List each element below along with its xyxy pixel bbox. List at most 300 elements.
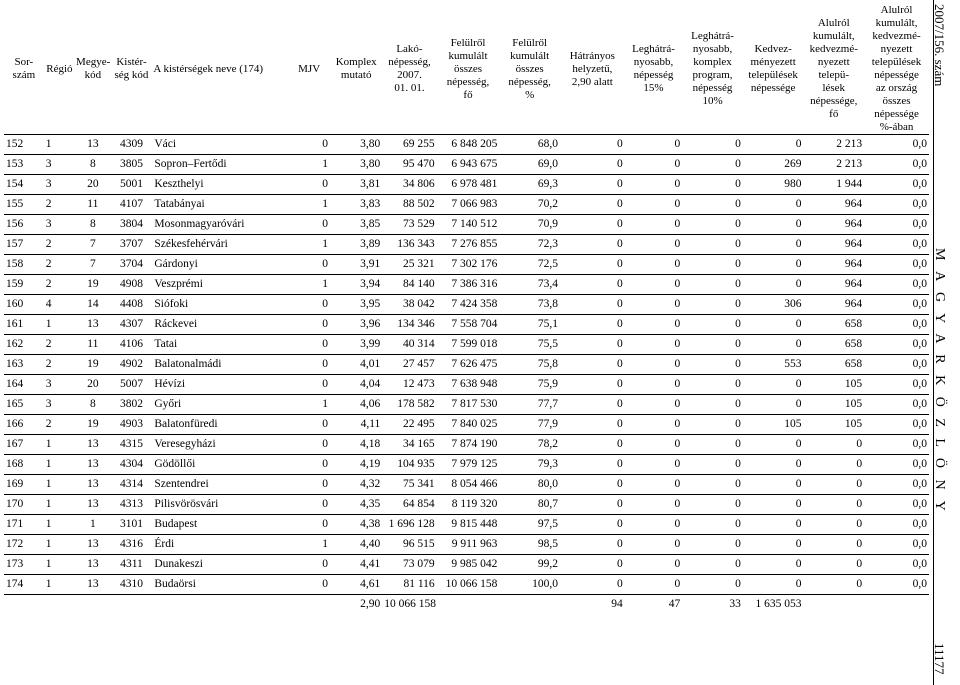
- table-cell: 0: [682, 235, 743, 255]
- totals-cell: [44, 595, 75, 615]
- table-cell: Érdi: [152, 535, 288, 555]
- table-cell: 0,0: [864, 415, 929, 435]
- table-cell: 0,0: [864, 355, 929, 375]
- table-cell: 3: [44, 375, 75, 395]
- table-cell: 7 874 190: [437, 435, 500, 455]
- table-cell: 0: [743, 335, 804, 355]
- table-cell: 75,8: [499, 355, 560, 375]
- table-cell: 2: [44, 275, 75, 295]
- table-cell: 4304: [111, 455, 153, 475]
- totals-cell: [75, 595, 111, 615]
- table-cell: 0: [625, 315, 682, 335]
- table-cell: Pilisvörösvári: [152, 495, 288, 515]
- table-row: [4, 155, 929, 175]
- table-cell: 75,1: [499, 315, 560, 335]
- table-cell: 0: [625, 415, 682, 435]
- table-cell: 1 696 128: [382, 515, 436, 535]
- table-cell: 8 054 466: [437, 475, 500, 495]
- table-row: [4, 515, 929, 535]
- column-header: A kistérségek neve (174): [152, 4, 288, 135]
- table-cell: 0: [743, 195, 804, 215]
- table-cell: 20: [75, 175, 111, 195]
- table-cell: 2: [44, 195, 75, 215]
- table-cell: 0: [743, 495, 804, 515]
- table-cell: 0: [288, 315, 330, 335]
- table-row: [4, 335, 929, 355]
- table-cell: 0: [743, 475, 804, 495]
- table-cell: 0: [288, 455, 330, 475]
- table-cell: 88 502: [382, 195, 436, 215]
- table-cell: Gárdonyi: [152, 255, 288, 275]
- table-cell: 964: [803, 215, 864, 235]
- table-cell: 0: [682, 255, 743, 275]
- table-cell: 4902: [111, 355, 153, 375]
- table-cell: 0: [803, 475, 864, 495]
- table-cell: 4908: [111, 275, 153, 295]
- table-cell: 0: [288, 515, 330, 535]
- table-cell: 0: [560, 455, 625, 475]
- table-cell: Mosonmagyaróvári: [152, 215, 288, 235]
- table-cell: 0: [682, 155, 743, 175]
- table-cell: 4,40: [330, 535, 382, 555]
- table-cell: 0: [625, 435, 682, 455]
- table-cell: 72,5: [499, 255, 560, 275]
- totals-cell: [803, 595, 864, 615]
- table-cell: 136 343: [382, 235, 436, 255]
- table-cell: 38 042: [382, 295, 436, 315]
- table-cell: 0: [743, 435, 804, 455]
- table-cell: 0: [288, 415, 330, 435]
- table-cell: 7 558 704: [437, 315, 500, 335]
- table-cell: 0: [560, 395, 625, 415]
- table-cell: 7 276 855: [437, 235, 500, 255]
- table-cell: 4314: [111, 475, 153, 495]
- table-cell: 0: [625, 515, 682, 535]
- table-cell: 1: [44, 455, 75, 475]
- table-cell: 0: [625, 495, 682, 515]
- table-cell: 0: [560, 495, 625, 515]
- table-cell: 0: [560, 255, 625, 275]
- table-cell: 164: [4, 375, 44, 395]
- table-cell: 0: [743, 375, 804, 395]
- totals-cell: 1 635 053: [755, 598, 802, 610]
- table-cell: 0,0: [864, 535, 929, 555]
- table-cell: Budapest: [152, 515, 288, 535]
- table-row: [4, 235, 929, 255]
- table-cell: 3: [44, 175, 75, 195]
- table-cell: 13: [75, 435, 111, 455]
- totals-row: [4, 595, 929, 615]
- table-cell: 75,5: [499, 335, 560, 355]
- totals-cell: [864, 595, 929, 615]
- table-cell: 0: [682, 575, 743, 595]
- table-cell: 7 840 025: [437, 415, 500, 435]
- table-cell: 0,0: [864, 255, 929, 275]
- table-cell: 3,99: [330, 335, 382, 355]
- table-cell: Győri: [152, 395, 288, 415]
- table-cell: Budaörsi: [152, 575, 288, 595]
- table-cell: 0: [625, 375, 682, 395]
- column-header: Felülről kumulált összes népesség, fő: [437, 4, 500, 135]
- table-cell: 7 979 125: [437, 455, 500, 475]
- table-cell: 658: [803, 315, 864, 335]
- table-cell: 3,96: [330, 315, 382, 335]
- table-cell: 0: [743, 255, 804, 275]
- table-cell: 0: [560, 435, 625, 455]
- table-cell: 0: [625, 175, 682, 195]
- table-cell: 0: [288, 435, 330, 455]
- table-row: [4, 535, 929, 555]
- table-cell: Tatai: [152, 335, 288, 355]
- table-cell: 11: [75, 195, 111, 215]
- table-cell: Sopron–Fertődi: [152, 155, 288, 175]
- table-cell: 8 119 320: [437, 495, 500, 515]
- table-cell: 70,9: [499, 215, 560, 235]
- table-cell: 4,18: [330, 435, 382, 455]
- table-cell: 2: [44, 255, 75, 275]
- table-cell: 7 626 475: [437, 355, 500, 375]
- table-cell: 20: [75, 375, 111, 395]
- table-cell: 3101: [111, 515, 153, 535]
- table-cell: 73 079: [382, 555, 436, 575]
- table-row: [4, 555, 929, 575]
- table-row: [4, 415, 929, 435]
- table-cell: 134 346: [382, 315, 436, 335]
- totals-cell: 10 066 158: [384, 598, 437, 610]
- table-cell: 2 213: [803, 135, 864, 155]
- table-cell: 156: [4, 215, 44, 235]
- table-row: [4, 395, 929, 415]
- table-cell: 153: [4, 155, 44, 175]
- table-cell: 152: [4, 135, 44, 155]
- table-cell: 2: [44, 415, 75, 435]
- table-cell: 1: [44, 555, 75, 575]
- table-cell: 0: [682, 375, 743, 395]
- table-cell: 7: [75, 235, 111, 255]
- table-cell: 0: [743, 455, 804, 475]
- table-cell: 13: [75, 315, 111, 335]
- table-cell: 0: [625, 155, 682, 175]
- table-cell: 40 314: [382, 335, 436, 355]
- table-cell: 96 515: [382, 535, 436, 555]
- table-cell: 2: [44, 335, 75, 355]
- table-cell: 178 582: [382, 395, 436, 415]
- table-cell: 0: [288, 375, 330, 395]
- column-header: Megye- kód: [75, 4, 111, 135]
- table-cell: 160: [4, 295, 44, 315]
- table-cell: 0: [625, 455, 682, 475]
- table-cell: 0: [625, 235, 682, 255]
- table-cell: 4313: [111, 495, 153, 515]
- table-cell: 7 140 512: [437, 215, 500, 235]
- table-cell: 0: [560, 575, 625, 595]
- table-row: [4, 495, 929, 515]
- table-cell: 3,91: [330, 255, 382, 275]
- table-cell: 73,4: [499, 275, 560, 295]
- table-cell: 4: [44, 295, 75, 315]
- table-cell: 0: [743, 215, 804, 235]
- table-body: [4, 135, 929, 615]
- table-cell: 964: [803, 295, 864, 315]
- table-cell: 2: [44, 235, 75, 255]
- table-cell: 1: [44, 135, 75, 155]
- table-cell: 4,06: [330, 395, 382, 415]
- table-cell: 1: [44, 515, 75, 535]
- table-cell: 0: [560, 355, 625, 375]
- table-cell: 3,83: [330, 195, 382, 215]
- table-cell: 22 495: [382, 415, 436, 435]
- table-cell: 7 386 316: [437, 275, 500, 295]
- table-cell: 105: [803, 395, 864, 415]
- table-cell: 170: [4, 495, 44, 515]
- column-header: Kedvez- ményezett települések népessége: [743, 4, 804, 135]
- table-cell: 0: [288, 475, 330, 495]
- table-cell: 3802: [111, 395, 153, 415]
- table-cell: 7 599 018: [437, 335, 500, 355]
- table-cell: 6 978 481: [437, 175, 500, 195]
- table-cell: 0,0: [864, 295, 929, 315]
- table-cell: 3,85: [330, 215, 382, 235]
- table-cell: 1: [44, 575, 75, 595]
- table-cell: 1 944: [803, 175, 864, 195]
- table-cell: Tatabányai: [152, 195, 288, 215]
- table-cell: 4,04: [330, 375, 382, 395]
- table-row: [4, 375, 929, 395]
- table-cell: 162: [4, 335, 44, 355]
- table-row: [4, 355, 929, 375]
- table-cell: 964: [803, 235, 864, 255]
- table-cell: 4309: [111, 135, 153, 155]
- table-cell: 167: [4, 435, 44, 455]
- table-cell: 0,0: [864, 235, 929, 255]
- table-cell: 25 321: [382, 255, 436, 275]
- table-cell: 658: [803, 335, 864, 355]
- table-cell: 10 066 158: [437, 575, 500, 595]
- table-cell: 19: [75, 355, 111, 375]
- table-cell: 7 424 358: [437, 295, 500, 315]
- table-cell: 157: [4, 235, 44, 255]
- table-cell: 13: [75, 575, 111, 595]
- totals-cell: 2,90: [360, 598, 381, 610]
- table-cell: 4408: [111, 295, 153, 315]
- table-cell: 4,32: [330, 475, 382, 495]
- table-cell: 34 165: [382, 435, 436, 455]
- table-cell: 0,0: [864, 195, 929, 215]
- table-cell: 0: [625, 475, 682, 495]
- table-cell: 73 529: [382, 215, 436, 235]
- table-cell: 3,81: [330, 175, 382, 195]
- table-cell: 0: [625, 555, 682, 575]
- table-cell: 8: [75, 395, 111, 415]
- table-cell: 11: [75, 335, 111, 355]
- table-cell: 105: [803, 415, 864, 435]
- table-cell: 77,7: [499, 395, 560, 415]
- table-cell: 72,3: [499, 235, 560, 255]
- table-cell: 0: [803, 495, 864, 515]
- table-cell: Váci: [152, 135, 288, 155]
- table-cell: 0,0: [864, 315, 929, 335]
- table-cell: 0: [560, 275, 625, 295]
- table-cell: 0: [560, 135, 625, 155]
- table-row: [4, 215, 929, 235]
- table-cell: 1: [75, 515, 111, 535]
- table-cell: 0: [560, 335, 625, 355]
- table-cell: 105: [743, 415, 804, 435]
- table-cell: 0: [288, 555, 330, 575]
- table-cell: 172: [4, 535, 44, 555]
- table-cell: 7: [75, 255, 111, 275]
- table-cell: 0: [682, 475, 743, 495]
- table-cell: Veresegyházi: [152, 435, 288, 455]
- table-cell: 0,0: [864, 575, 929, 595]
- table-cell: 0: [743, 315, 804, 335]
- table-cell: 165: [4, 395, 44, 415]
- table-cell: 1: [288, 155, 330, 175]
- table-cell: 27 457: [382, 355, 436, 375]
- table-cell: 69,3: [499, 175, 560, 195]
- table-row: [4, 275, 929, 295]
- table-cell: 0: [560, 155, 625, 175]
- table-row: [4, 435, 929, 455]
- table-cell: 161: [4, 315, 44, 335]
- table-cell: Siófoki: [152, 295, 288, 315]
- table-cell: 81 116: [382, 575, 436, 595]
- table-cell: Balatonfüredi: [152, 415, 288, 435]
- column-header: MJV: [288, 4, 330, 135]
- table-cell: 12 473: [382, 375, 436, 395]
- table-cell: 0: [288, 135, 330, 155]
- column-header: Alulról kumulált, kedvezmé- nyezett telepü- lések népessége, fő: [803, 4, 864, 135]
- table-cell: 0,0: [864, 155, 929, 175]
- table-cell: 4,11: [330, 415, 382, 435]
- table-cell: 13: [75, 135, 111, 155]
- table-cell: 13: [75, 475, 111, 495]
- table-cell: 68,0: [499, 135, 560, 155]
- table-cell: Veszprémi: [152, 275, 288, 295]
- table-cell: 0: [560, 295, 625, 315]
- table-cell: 4,41: [330, 555, 382, 575]
- table-cell: 4,35: [330, 495, 382, 515]
- table-cell: 159: [4, 275, 44, 295]
- table-cell: 8: [75, 155, 111, 175]
- table-cell: 0: [288, 215, 330, 235]
- table-cell: 3,89: [330, 235, 382, 255]
- table-cell: 4,61: [330, 575, 382, 595]
- table-cell: 1: [44, 315, 75, 335]
- table-cell: 0: [560, 315, 625, 335]
- issue-number: 2007/156. szám: [932, 4, 947, 87]
- table-cell: 0,0: [864, 135, 929, 155]
- page-number: 11177: [932, 643, 947, 675]
- table-cell: 80,0: [499, 475, 560, 495]
- table-cell: 0: [803, 435, 864, 455]
- table-cell: 0: [743, 135, 804, 155]
- table-cell: 3: [44, 155, 75, 175]
- table-cell: 0: [682, 295, 743, 315]
- table-cell: 1: [288, 395, 330, 415]
- table-cell: 0: [288, 295, 330, 315]
- table-cell: 0: [803, 555, 864, 575]
- table-row: [4, 315, 929, 335]
- table-cell: 0: [743, 575, 804, 595]
- table-cell: 0,0: [864, 335, 929, 355]
- table-cell: Dunakeszi: [152, 555, 288, 575]
- table-cell: 3,80: [330, 155, 382, 175]
- table-cell: 80,7: [499, 495, 560, 515]
- totals-cell: [111, 595, 153, 615]
- column-header: Hátrányos helyzetű, 2,90 alatt: [560, 4, 625, 135]
- table-cell: 0: [803, 455, 864, 475]
- table-cell: 0: [682, 355, 743, 375]
- table-cell: 7 638 948: [437, 375, 500, 395]
- table-cell: 75 341: [382, 475, 436, 495]
- table-cell: 4107: [111, 195, 153, 215]
- table-cell: 0: [743, 275, 804, 295]
- table-cell: 9 985 042: [437, 555, 500, 575]
- table-cell: 0: [288, 575, 330, 595]
- table-cell: 3: [44, 215, 75, 235]
- table-cell: 13: [75, 535, 111, 555]
- totals-cell: [288, 595, 330, 615]
- table-row: [4, 575, 929, 595]
- column-header: Felülről kumulált összes népesség, %: [499, 4, 560, 135]
- table-cell: 0: [682, 195, 743, 215]
- table-cell: 104 935: [382, 455, 436, 475]
- table-cell: 13: [75, 555, 111, 575]
- table-header: [4, 4, 929, 135]
- table-cell: 0,0: [864, 175, 929, 195]
- table-cell: 34 806: [382, 175, 436, 195]
- table-cell: 1: [44, 535, 75, 555]
- totals-cell: [152, 595, 288, 615]
- table-cell: 5001: [111, 175, 153, 195]
- table-cell: 0: [625, 295, 682, 315]
- table-cell: 1: [288, 195, 330, 215]
- table-cell: 0: [682, 395, 743, 415]
- table-cell: 964: [803, 195, 864, 215]
- table-cell: 0: [560, 195, 625, 215]
- table-cell: 4106: [111, 335, 153, 355]
- table-cell: 3707: [111, 235, 153, 255]
- table-cell: 79,3: [499, 455, 560, 475]
- table-cell: 0: [682, 315, 743, 335]
- table-cell: 7 817 530: [437, 395, 500, 415]
- table-cell: 4315: [111, 435, 153, 455]
- table-cell: 19: [75, 275, 111, 295]
- table-cell: 155: [4, 195, 44, 215]
- table-cell: 4903: [111, 415, 153, 435]
- table-cell: 4311: [111, 555, 153, 575]
- table-cell: Balatonalmádi: [152, 355, 288, 375]
- table-cell: 0,0: [864, 275, 929, 295]
- table-cell: 0: [625, 355, 682, 375]
- column-header: Régió: [44, 4, 75, 135]
- table-cell: 9 911 963: [437, 535, 500, 555]
- table-row: [4, 255, 929, 275]
- table-cell: 0: [682, 555, 743, 575]
- table-cell: 0: [743, 555, 804, 575]
- table-cell: 0: [682, 335, 743, 355]
- table-cell: 0: [288, 255, 330, 275]
- table-cell: 7 302 176: [437, 255, 500, 275]
- table-cell: 4310: [111, 575, 153, 595]
- table-cell: 4316: [111, 535, 153, 555]
- table-cell: 980: [743, 175, 804, 195]
- column-header: Leghátrá- nyosabb, komplex program, népesség 10%: [682, 4, 743, 135]
- table-cell: 13: [75, 495, 111, 515]
- table-cell: 154: [4, 175, 44, 195]
- table-cell: 69 255: [382, 135, 436, 155]
